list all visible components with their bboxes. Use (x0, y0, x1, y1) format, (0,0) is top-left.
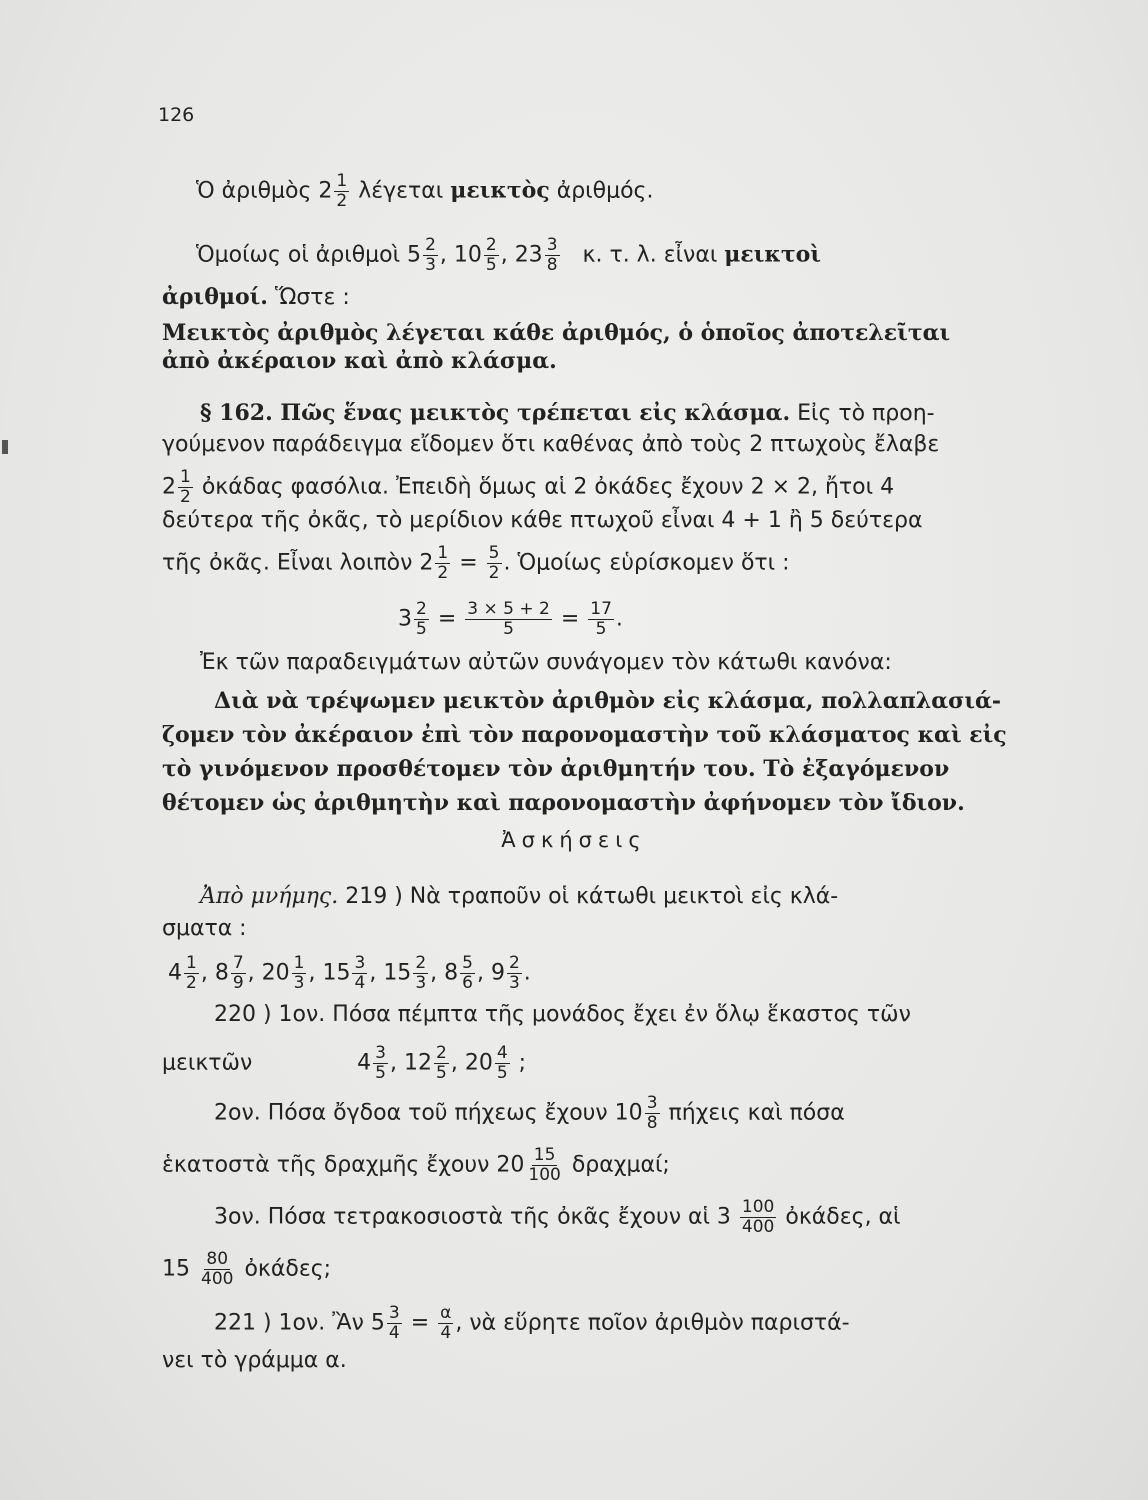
rule-line: Διὰ νὰ τρέψωμεν μεικτὸν ἀριθμὸν εἰς κλάσμα, πολλαπλασιά- (214, 688, 1002, 714)
text-line: ἑκατοστὰ τῆς δραχμῆς ἔχουν 20 $\frac{15}{100}$ δραχμαί; (162, 1145, 670, 1185)
text-line: σματα : (162, 916, 247, 941)
page-number: 126 (158, 104, 195, 126)
exercises-heading: Ἀσκήσεις (501, 828, 647, 852)
text-line: ἀριθμοί. Ὥστε : (162, 284, 350, 310)
text-line: 3ον. Πόσα τετρακοσιοστὰ τῆς ὀκᾶς ἔχουν αἱ 3 $\frac{100}{400}$ ὀκάδες, αἱ (214, 1197, 901, 1237)
text-line: 2ον. Πόσα ὄγδοα τοῦ πήχεως ἔχουν 10 $\frac{3}{8}$ πήχεις καὶ πόσα (214, 1093, 845, 1133)
text-line: Ἐκ τῶν παραδειγμάτων αὐτῶν συνάγομεν τὸν κάτωθι κανόνα: (200, 650, 892, 675)
exercise-220: 220 ) 1ον. Πόσα πέμπτα τῆς μονάδος ἔχει ἐν ὅλῳ ἕκαστος τῶν (214, 1002, 911, 1027)
mixed-number-list: μεικτῶν 4 $\frac{3}{5}$ , 12 $\frac{2}{5}$ , 20 $\frac{4}{5}$ ; (162, 1043, 527, 1083)
text-line: 2 $\frac{1}{2}$ ὀκάδας φασόλια. Ἐπειδὴ ὅμως αἱ 2 ὀκάδες ἔχουν 2 × 2, ἤτοι 4 (162, 467, 895, 507)
text-line: δεύτερα τῆς ὀκᾶς, τὸ μερίδιον κάθε πτωχοῦ εἶναι 4 + 1 ἢ 5 δεύτερα (162, 508, 923, 533)
margin-mark (2, 440, 8, 454)
rule-line: τὸ γινόμενον προσθέτομεν τὸν ἀριθμητήν του. Τὸ ἐξαγόμενον (162, 756, 950, 782)
text-line: γούμενον παράδειγμα εἴδομεν ὅτι καθένας ἀπὸ τοὺς 2 πτωχοὺς ἔλαβε (162, 432, 940, 457)
definition-line: Μεικτὸς ἀριθμὸς λέγεται κάθε ἀριθμός, ὁ ὁποῖος ἀποτελεῖται (162, 320, 951, 346)
mixed-number-list: 4 $\frac{1}{2}$ , 8 $\frac{7}{9}$ , 20 $\frac{1}{3}$ , 15 $\frac{3}{4}$ , 15 $\frac{2}{3}$ , 8 $\frac{5}{6}$ , 9 $\frac{2}{3}$ . (168, 953, 531, 993)
formula: 3 $\frac{2}{5}$ = $\frac{3 \times 5 + 2}{5}$ = $\frac{17}{5}$ . (398, 599, 623, 639)
text-line: Ὁμοίως οἱ ἀριθμοὶ 5 $\frac{2}{3}$ , 10 $\frac{2}{5}$ , 23 $\frac{3}{8}$ κ. τ. λ. εἶναι μεικτοὶ (196, 235, 821, 275)
rule-line: ζομεν τὸν ἀκέραιον ἐπὶ τὸν παρονομαστὴν τοῦ κλάσματος καὶ εἰς (162, 722, 1007, 748)
exercise-219: Ἀπὸ μνήμης. 219 ) Νὰ τραποῦν οἱ κάτωθι μεικτοὶ εἰς κλά- (200, 884, 839, 909)
definition-line: ἀπὸ ἀκέραιον καὶ ἀπὸ κλάσμα. (162, 348, 557, 374)
text-line: 15 $\frac{80}{400}$ ὀκάδες; (162, 1249, 332, 1289)
section-heading: § 162. Πῶς ἕνας μεικτὸς τρέπεται εἰς κλάσμα. Εἰς τὸ προη- (200, 400, 935, 426)
exercise-221: 221 ) 1ον. Ἂν 5 $\frac{3}{4}$ = $\frac{\alpha}{4}$ , νὰ εὕρητε ποῖον ἀριθμὸν παριστά- (214, 1303, 850, 1343)
text-line: νει τὸ γράμμα α. (162, 1348, 347, 1373)
text-line: τῆς ὀκᾶς. Εἶναι λοιπὸν 2 $\frac{1}{2}$ = $\frac{5}{2}$ . Ὁμοίως εὑρίσκομεν ὅτι : (162, 543, 790, 583)
text-line: Ὁ ἀριθμὸς 2 $\frac{1}{2}$ λέγεται μεικτὸς ἀριθμός. (196, 171, 654, 211)
rule-line: θέτομεν ὡς ἀριθμητὴν καὶ παρονομαστὴν ἀφήνομεν τὸν ἴδιον. (162, 790, 965, 816)
